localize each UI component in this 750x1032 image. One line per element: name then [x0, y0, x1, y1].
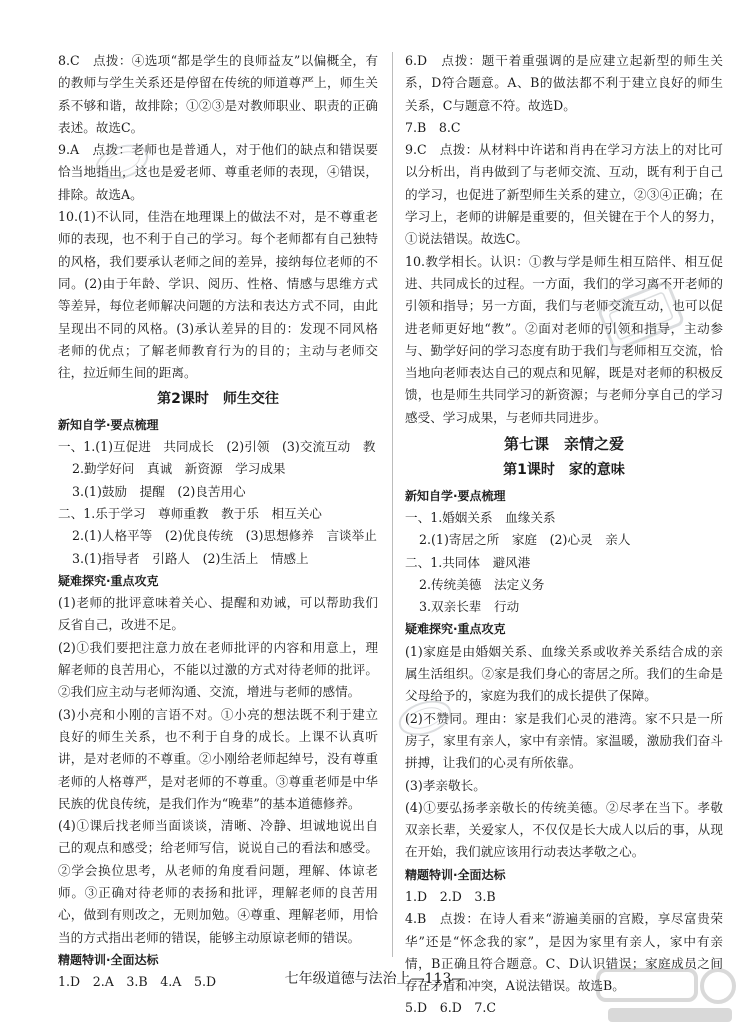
right-section-heading: 新知自学·要点梳理 — [405, 488, 506, 503]
left-paragraph: 1.D 2.A 3.B 4.A 5.D — [58, 974, 217, 990]
left-sub-item: 3.(1)鼓励 提醒 (2)良苦用心 — [72, 483, 246, 499]
right-paragraph: 二、1.共同体 避风港 — [405, 554, 531, 570]
left-paragraph: (3)小亮和小刚的言语不对。①小亮的想法既不利于建立良好的师生关系，也不利于自身的成长。上课不认真听讲，是对老师的不尊重。②小刚给老师起绰号，没有尊重老师的人格尊严，是对老师的不尊重。③尊重老师是中华民族的优良传统，是我们作为“晚辈”的基本道德修养。 — [58, 706, 378, 811]
left-section-heading: 新知自学·要点梳理 — [58, 417, 159, 432]
left-column — [58, 50, 378, 993]
left-sub-item: 2.(1)人格平等 (2)优良传统 (3)思想修养 言谈举止 — [72, 528, 377, 544]
right-paragraph: 1.D 2.D 3.B — [405, 888, 496, 904]
left-paragraph: 二、1.乐于学习 尊师重教 教于乐 相互关心 — [58, 505, 322, 521]
left-paragraph: 8.C 点拨：④选项“都是学生的良师益友”以偏概全，有的教师与学生关系还是停留在传统的师道尊严上，师生关系不够和谐，故排除；①②③是对教师职业、职责的正确表述。故选C。 — [58, 53, 378, 135]
right-paragraph: (3)孝亲敬长。 — [405, 777, 486, 793]
left-lesson-title: 第2课时 师生交往 — [157, 391, 279, 408]
right-lesson-title: 第1课时 家的意味 — [503, 462, 625, 479]
left-paragraph: 一、1.(1)互促进 共同成长 (2)引领 (3)交流互动 教 — [58, 439, 376, 455]
right-section-heading: 疑难探究·重点攻克 — [405, 622, 506, 637]
left-paragraph: (4)①课后找老师当面谈谈，清晰、冷静、坦诚地说出自己的观点和感受；给老师写信，说说自己的看法和感受。②学会换位思考，从老师的角度看问题，理解、体谅老师。③正确对待老师的表扬和批评，理解老师的良苦用心，做到有则改之，无则加勉。④尊重、理解老师，用恰当的方式指出老师的错误，能够主动原谅老师的错误。 — [58, 818, 378, 945]
right-column — [405, 50, 723, 1020]
right-sub-item: 2.传统美德 法定义务 — [419, 576, 545, 592]
stamp-icon — [395, 698, 455, 738]
left-paragraph: 9.A 点拨：老师也是普通人，对于他们的缺点和错误要恰当地指出，这也是爱老师、尊重老师的表现，④错误，排除。故选A。 — [58, 142, 378, 202]
left-sub-item: 2.勤学好问 真诚 新资源 学习成果 — [72, 461, 286, 477]
right-paragraph: 5.D 6.D 7.C — [405, 1000, 497, 1016]
right-sub-item: 2.(1)寄居之所 家庭 (2)心灵 亲人 — [419, 532, 631, 548]
right-paragraph: (4)①要弘扬孝亲敬长的传统美德。②尽孝在当下。孝敬双亲长辈，关爱家人，不仅仅是长大成人以后的事，从现在开始，我们就应该用行动表达孝敬之心。 — [405, 799, 723, 860]
left-section-heading: 精题特训·全面达标 — [58, 952, 159, 967]
right-sub-item: 3.双亲长辈 行动 — [419, 599, 520, 615]
stamp-icon — [592, 282, 690, 352]
left-paragraph: (1)老师的批评意味着关心、提醒和劝诫，可以帮助我们反省自己，改进不足。 — [58, 595, 378, 633]
left-section-heading: 疑难探究·重点攻克 — [58, 573, 159, 588]
right-section-heading: 精题特训·全面达标 — [405, 867, 506, 882]
right-paragraph: (2)不赞同。理由：家是我们心灵的港湾。家不只是一所房子，家里有亲人，家中有亲情。家温暖，激励我们奋斗拼搏，让我们的心灵有所依靠。 — [405, 710, 723, 771]
stamp-icon — [92, 142, 152, 182]
right-paragraph: 7.B 8.C — [405, 119, 461, 135]
right-paragraph: 6.D 点拨：题干着重强调的是应建立起新型的师生关系，D符合题意。A、B的做法都不利于建立良好的师生关系，C与题意不符。故选D。 — [405, 53, 723, 113]
left-paragraph: 10.(1)不认同，佳浩在地理课上的做法不对，是不尊重老师的表现，也不利于自己的学习。每个老师都有自己独特的风格，我们要承认老师之间的差异，接纳每位老师的不同。(2)由于年龄、学识、阅历、性格、情感与思维方式等差异，每位老师解决问题的方法和表达方式不同，由此呈现出不同的风格。(3)承认差异的目的：发现不同风格老师的优点；了解老师教育行为的目的；主动与老师交往，拉近师生间的距离。 — [58, 209, 378, 381]
right-paragraph: 一、1.婚姻关系 血缘关系 — [405, 509, 556, 525]
right-paragraph: (1)家庭是由婚姻关系、血缘关系或收养关系结合成的亲属生活组织。②家是我们身心的寄居之所。我们的生命是父母给予的，家庭为我们的成长提供了保障。 — [405, 643, 723, 704]
right-paragraph: 10.教学相长。认识：①教与学是师生相互陪伴、相互促进、共同成长的过程。一方面，我们的学习离不开老师的引领和指导；另一方面，我们与老师交流互动，也可以促进老师更好地“教”。②面对老师的引领和指导，主动参与、勤学好问的学习态度有助于我们与老师相互交流，恰当地向老师表达自己的观点和见解，既是对老师的积极反馈，也是师生共同学习的新资源；与老师分享自己的学习感受、学习成果，与老师共同进步。 — [405, 253, 723, 425]
right-chapter-title: 第七课 亲情之爱 — [503, 435, 624, 454]
watermark-logo-icon — [590, 964, 740, 1026]
right-paragraph: 9.C 点拨：从材料中许诺和肖冉在学习方法上的对比可以分析出，肖冉做到了与老师交流、互动，既有利于自己的学习，也促进了新型师生关系的建立，②③④正确；在学习上，老师的讲解是重要的，但关键在于个人的努力，①说法错误。故选C。 — [405, 142, 723, 247]
page-footer: 七年级道德与法治上—113— — [284, 971, 466, 987]
column-divider — [392, 52, 393, 957]
left-sub-item: 3.(1)指导者 引路人 (2)生活上 情感上 — [72, 550, 309, 566]
left-paragraph: (2)①我们要把注意力放在老师批评的内容和用意上，理解老师的良苦用心，不能以过激的方式对待老师的批评。②我们应主动与老师沟通、交流，增进与老师的感情。 — [58, 639, 378, 700]
right-paragraph: 4.B 点拨：在诗人看来“游遍美丽的宫殿，享尽富贵荣华”还是“怀念我的家”，是因为家里有亲人，家中有亲情，B正确且符合题意。C、D认识错误；家庭成员之间存在矛盾和冲突，A说法错误。故选B。 — [405, 911, 723, 994]
